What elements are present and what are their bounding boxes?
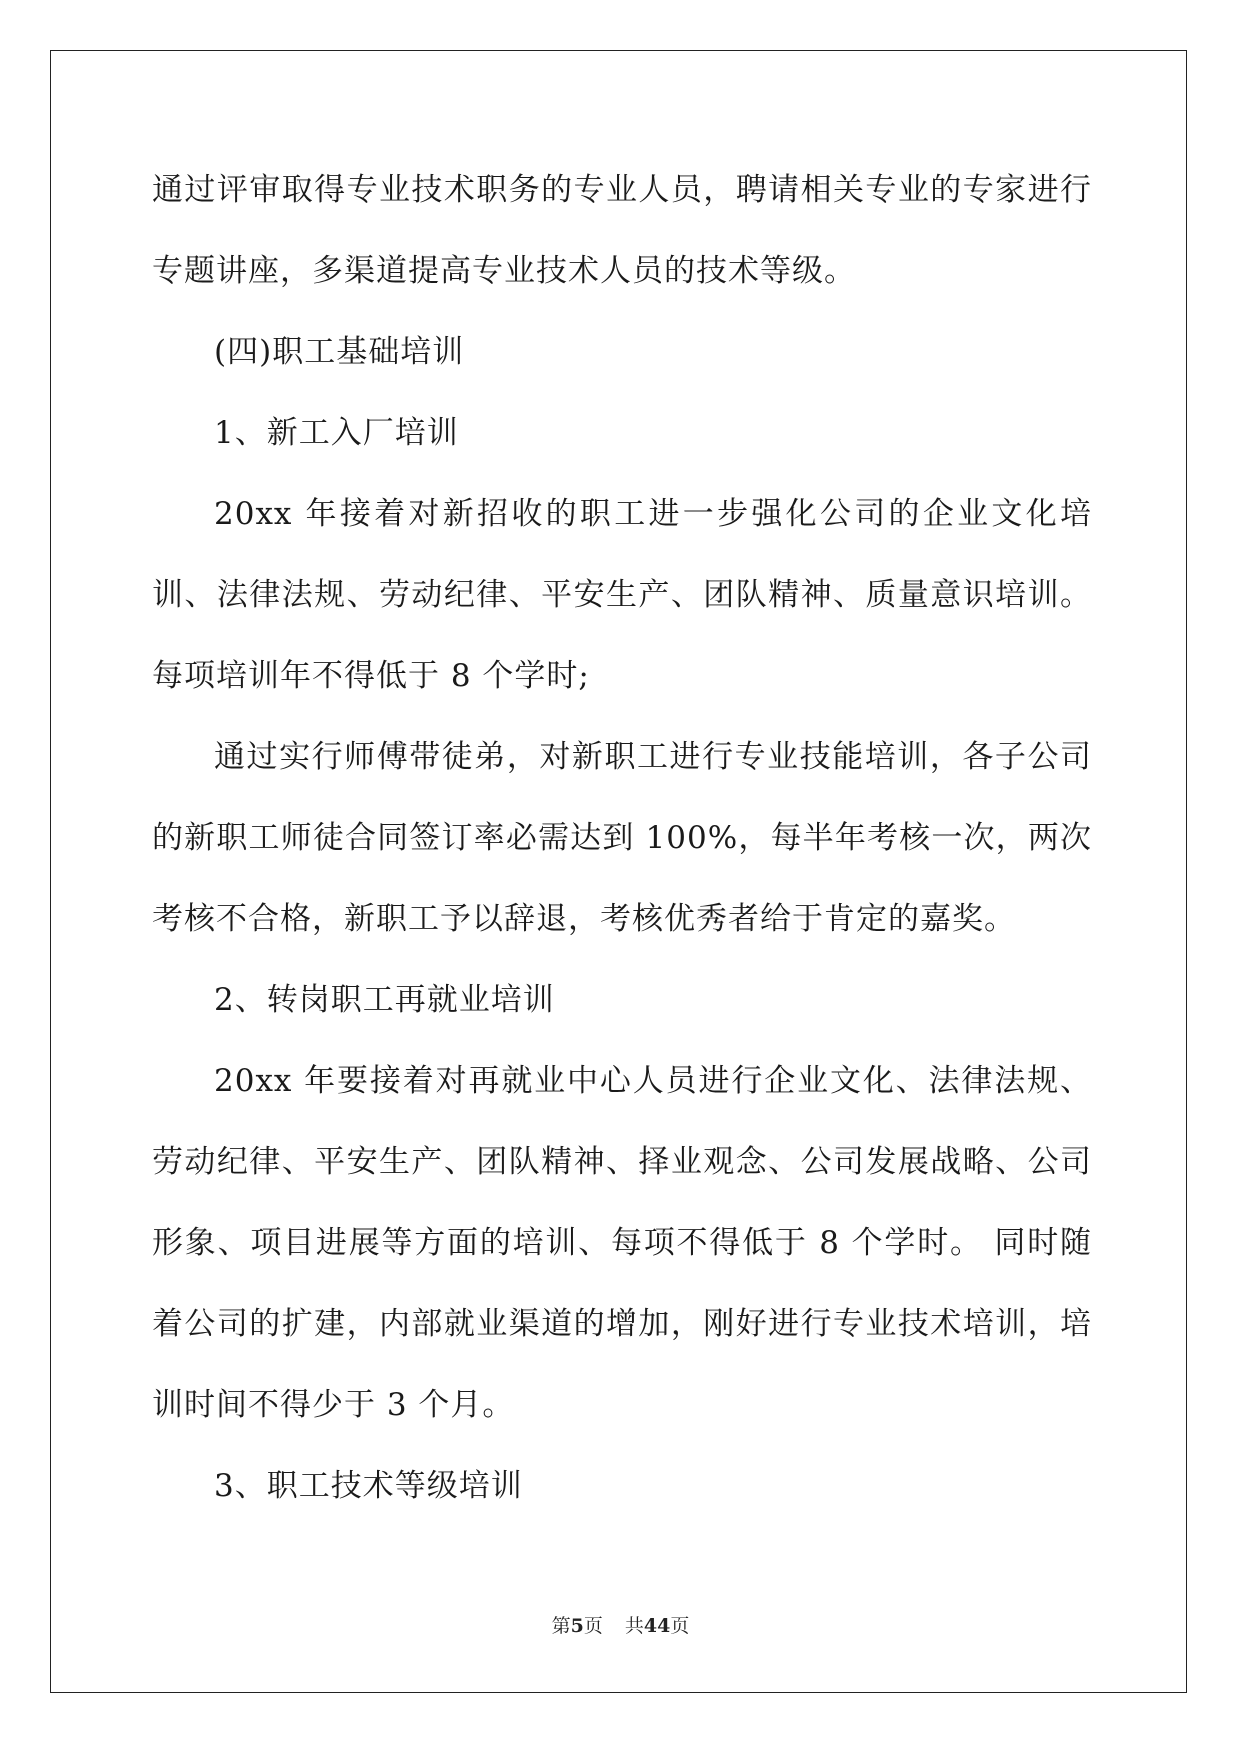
paragraph-new-worker-culture-training: 20xx 年接着对新招收的职工进一步强化公司的企业文化培训、法律法规、劳动纪律、平安生产、团队精神、质量意识培训。每项培训年不得低于 8 个学时;: [152, 496, 1092, 694]
section-heading-staff-basic-training: (四)职工基础培训: [214, 334, 465, 370]
total-suffix: 页: [670, 1615, 690, 1637]
paragraph-continuation: 通过评审取得专业技术职务的专业人员，聘请相关专业的专家进行专题讲座，多渠道提高专业技术人员的技术等级。: [152, 172, 1092, 289]
document-body: [152, 150, 1092, 1527]
page-footer: [0, 1611, 1241, 1638]
paragraph-mentor-apprentice: 通过实行师傅带徒弟，对新职工进行专业技能培训，各子公司的新职工师徒合同签订率必需达到 100%，每半年考核一次，两次考核不合格，新职工予以辞退，考核优秀者给于肯定的嘉奖。: [152, 739, 1092, 937]
total-pages: 44: [643, 1615, 671, 1637]
page-prefix: 第: [551, 1615, 571, 1637]
page-suffix: 页: [583, 1615, 603, 1637]
total-prefix: 共: [624, 1615, 644, 1637]
page-number: 5: [570, 1615, 584, 1637]
paragraph-reemployment-details: 20xx 年要接着对再就业中心人员进行企业文化、法律法规、劳动纪律、平安生产、团队精神、择业观念、公司发展战略、公司形象、项目进展等方面的培训、每项不得低于 8 个学时。 同时随着公司的扩建，内部就业渠道的增加，刚好进行专业技术培训，培训时间不得少于 3 个月。: [152, 1063, 1092, 1423]
subheading-new-worker-training: 1、新工入厂培训: [214, 415, 459, 451]
subheading-technical-grade-training: 3、职工技术等级培训: [214, 1468, 523, 1504]
subheading-reemployment-training: 2、转岗职工再就业培训: [214, 982, 555, 1018]
